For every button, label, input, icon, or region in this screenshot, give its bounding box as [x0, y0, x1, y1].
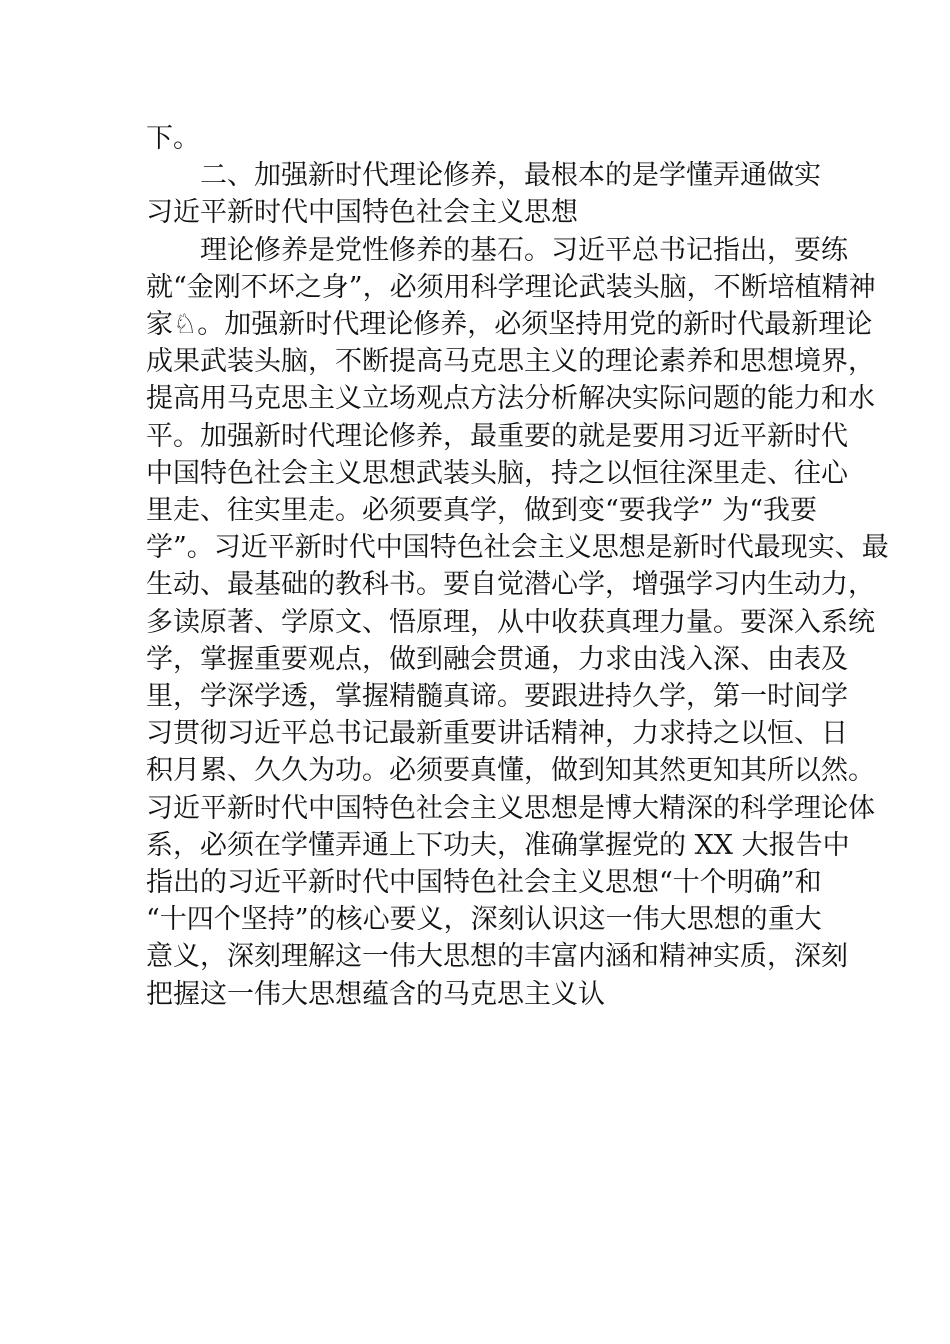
text-line: 里，学深学透，掌握精髓真谛。要跟进持久学，第一时间学 — [146, 681, 848, 713]
text-line: 平。加强新时代理论修养，最重要的就是要用习近平新时代 — [146, 420, 848, 452]
text-line: 把握这一伟大思想蕴含的马克思主义认 — [146, 978, 605, 1010]
text-line: 学”。习近平新时代中国特色社会主义思想是新时代最现实、最 — [146, 532, 889, 564]
document-body — [146, 120, 889, 1013]
text-line: 习贯彻习近平总书记最新重要讲话精神，力求持之以恒、日 — [146, 718, 848, 750]
text-line: 成果武装头脑，不断提高马克思主义的理论素养和思想境界， — [146, 346, 875, 378]
text-line: 就“金刚不坏之身”，必须用科学理论武装头脑，不断培植精神 — [146, 271, 876, 303]
text-line: 积月累、久久为功。必须要真懂，做到知其然更知其所以然。 — [146, 755, 875, 787]
text-line: 习近平新时代中国特色社会主义思想是博大精深的科学理论体 — [146, 792, 875, 824]
text-line: 多读原著、学原文、悟原理，从中收获真理力量。要深入系统 — [146, 606, 875, 638]
heading-line: 习近平新时代中国特色社会主义思想 — [146, 197, 578, 229]
body-paragraph — [146, 232, 889, 1013]
text-line: 理论修养是党性修养的基石。习近平总书记指出，要练 — [200, 234, 848, 266]
heading-line: 二、加强新时代理论修养，最根本的是学懂弄通做实 — [200, 160, 821, 192]
text-line: “十四个坚持”的核心要义，深刻认识这一伟大思想的重大 — [146, 904, 822, 936]
text-line: 学，掌握重要观点，做到融会贯通，力求由浅入深、由表及 — [146, 643, 848, 675]
text-line: 家♘。加强新时代理论修养，必须坚持用党的新时代最新理论 — [146, 309, 873, 341]
text-line: 提高用马克思主义立场观点方法分析解决实际问题的能力和水 — [146, 383, 875, 415]
text-line: 意义，深刻理解这一伟大思想的丰富内涵和精神实质，深刻 — [146, 941, 848, 973]
text-line: 下。 — [146, 123, 200, 154]
text-line: 里走、往实里走。必须要真学，做到变“要我学” 为“我要 — [146, 495, 817, 527]
text-line: 系，必须在学懂弄通上下功夫，准确掌握党的 XX 大报告中 — [146, 829, 850, 861]
continuation-paragraph — [146, 120, 826, 157]
text-line: 中国特色社会主义思想武装头脑，持之以恒往深里走、往心 — [146, 457, 848, 489]
section-heading — [146, 157, 826, 231]
text-line: 生动、最基础的教科书。要自觉潜心学，增强学习内生动力， — [146, 569, 875, 601]
text-line: 指出的习近平新时代中国特色社会主义思想“十个明确”和 — [146, 867, 822, 899]
